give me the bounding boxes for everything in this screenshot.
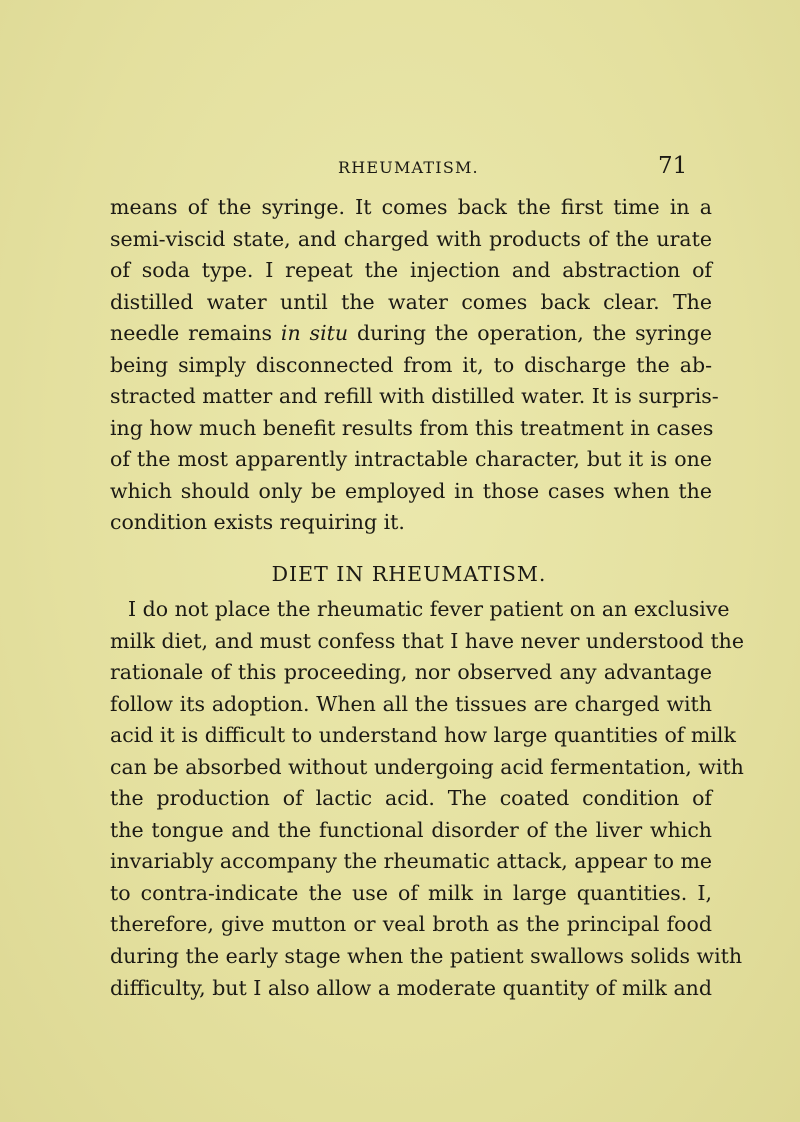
text-line: means of the syringe. It comes back the first time in a — [110, 195, 712, 219]
text-line: which should only be employed in those cases when the — [110, 478, 712, 503]
text-line: difficulty, but I also allow a moderate quantity of milk and — [110, 975, 712, 1000]
text-line: I do not place the rheumatic fever patient on an exclusive — [128, 597, 730, 621]
text-line-with-italic: needle remains in situ during the operation, the syringe — [110, 321, 712, 346]
text-line: therefore, give mutton or veal broth as the principal food — [110, 912, 712, 937]
paragraph-diet — [110, 594, 745, 1004]
text-line: of soda type. I repeat the injection and abstraction of — [110, 258, 712, 283]
text-line: distilled water until the water comes back clear. The — [110, 289, 712, 314]
text-line: follow its adoption. When all the tissues are charged with — [110, 691, 712, 716]
text-line: semi-viscid state, and charged with products of the urate — [110, 226, 712, 251]
text-line: rationale of this proceeding, nor observed any advantage — [110, 660, 712, 685]
paragraph-syringe-treatment — [110, 192, 719, 539]
text-line: of the most apparently intractable character, but it is one — [110, 447, 712, 472]
text-line: the tongue and the functional disorder of the liver which — [110, 817, 712, 842]
text-line: milk diet, and must confess that I have never understood the — [110, 628, 745, 653]
text-line: ing how much benefit results from this treatment in cases — [110, 415, 714, 440]
text-line: stracted matter and refill with distilled water. It is surpris- — [110, 384, 719, 409]
text-line: to contra-indicate the use of milk in large quantities. I, — [110, 880, 712, 905]
text-line: being simply disconnected from it, to discharge the ab- — [110, 352, 712, 377]
text-line: invariably accompany the rheumatic attack, appear to me — [110, 849, 713, 874]
text-line: the production of lactic acid. The coated condition of — [110, 786, 712, 811]
text-line: acid it is difficult to understand how large quantities of milk — [110, 723, 736, 748]
running-title: RHEUMATISM. — [338, 158, 479, 177]
italic-phrase: in situ — [280, 321, 349, 346]
page-number: 71 — [658, 153, 688, 179]
section-heading-text: DIET IN RHEUMATISM. — [271, 562, 547, 586]
text-line: during the early stage when the patient swallows solids with — [110, 944, 743, 969]
text-line: can be absorbed without undergoing acid fermentation, with — [110, 754, 744, 779]
section-heading — [0, 562, 800, 586]
text-line: condition exists requiring it. — [110, 510, 405, 535]
